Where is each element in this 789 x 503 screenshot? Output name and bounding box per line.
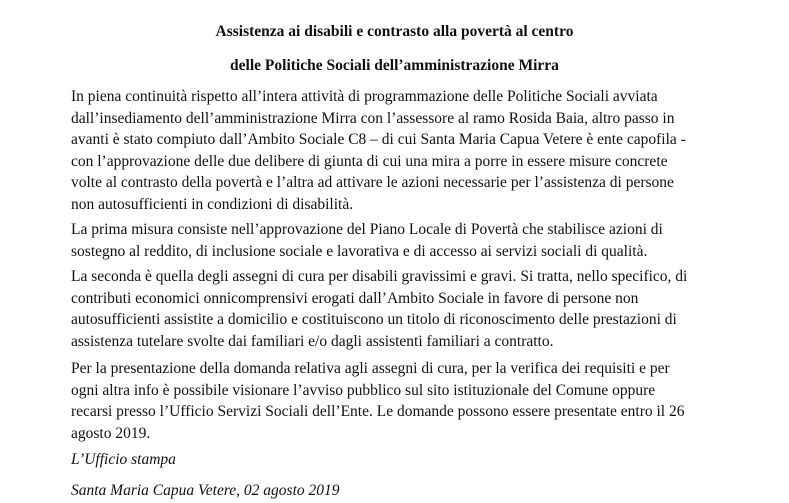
document-title-line-1: Assistenza ai disabili e contrasto alla povertà al centro <box>215 23 574 40</box>
paragraph-line: recarsi presso l’Ufficio Servizi Sociali dell’Ente. Le domande possono essere presentate entro il 26 <box>71 403 685 421</box>
paragraph-line: La seconda è quella degli assegni di cura per disabili gravissimi e gravi. Si tratta, nello specifico, di <box>71 268 688 285</box>
document-title-line-2: delle Politiche Sociali dell’amministrazione Mirra <box>230 57 559 74</box>
paragraph-line: Per la presentazione della domanda relativa agli assegni di cura, per la verifica dei requisiti e per <box>71 360 670 377</box>
signature-place-date: Santa Maria Capua Vetere, 02 agosto 2019 <box>71 482 340 499</box>
paragraph-line: contributi economici onnicomprensivi erogati dall’Ambito Sociale in favore di persone non <box>71 289 639 307</box>
paragraph-line: non autosufficienti in condizioni di disabilità. <box>71 195 354 213</box>
paragraph-line: dall’insediamento dell’amministrazione Mirra con l’assessore al ramo Rosida Baia, altro passo in <box>71 109 675 127</box>
paragraph-line: assistenza tutelare svolte dai familiari e/o dagli assistenti familiari a contratto. <box>71 332 554 350</box>
paragraph-line: con l’approvazione delle due delibere di giunta di cui una mira a porre in essere misure concrete <box>71 152 668 170</box>
paragraph-line: sostegno al reddito, di inclusione sociale e lavorativa e di accesso ai servizi sociali di qualità. <box>71 242 648 260</box>
paragraph-2 <box>71 219 721 262</box>
paragraph-line: avanti è stato compiuto dall’Ambito Sociale C8 – di cui Santa Maria Capua Vetere è ente capofila - <box>71 131 686 149</box>
paragraph-line: volte al contrasto della povertà e l’altra ad attivare le azioni necessarie per l’assistenza di persone <box>71 174 674 192</box>
paragraph-line: ogni altra info è possibile visionare l’avviso pubblico sul sito istituzionale del Comune oppure <box>71 381 656 399</box>
paragraph-3 <box>71 266 721 352</box>
paragraph-4 <box>71 358 721 444</box>
paragraph-line: agosto 2019. <box>71 424 151 442</box>
paragraph-line: autosufficienti assistite a domicilio e costituiscono un titolo di riconoscimento delle prestazioni di <box>71 311 677 329</box>
paragraph-line: In piena continuità rispetto all’intera attività di programmazione delle Politiche Sociali avviata <box>71 88 658 105</box>
paragraph-line: La prima misura consiste nell’approvazione del Piano Locale di Povertà che stabilisce azioni di <box>71 221 663 238</box>
signature-office: L’Ufficio stampa <box>71 451 176 468</box>
paragraph-1 <box>71 86 721 216</box>
